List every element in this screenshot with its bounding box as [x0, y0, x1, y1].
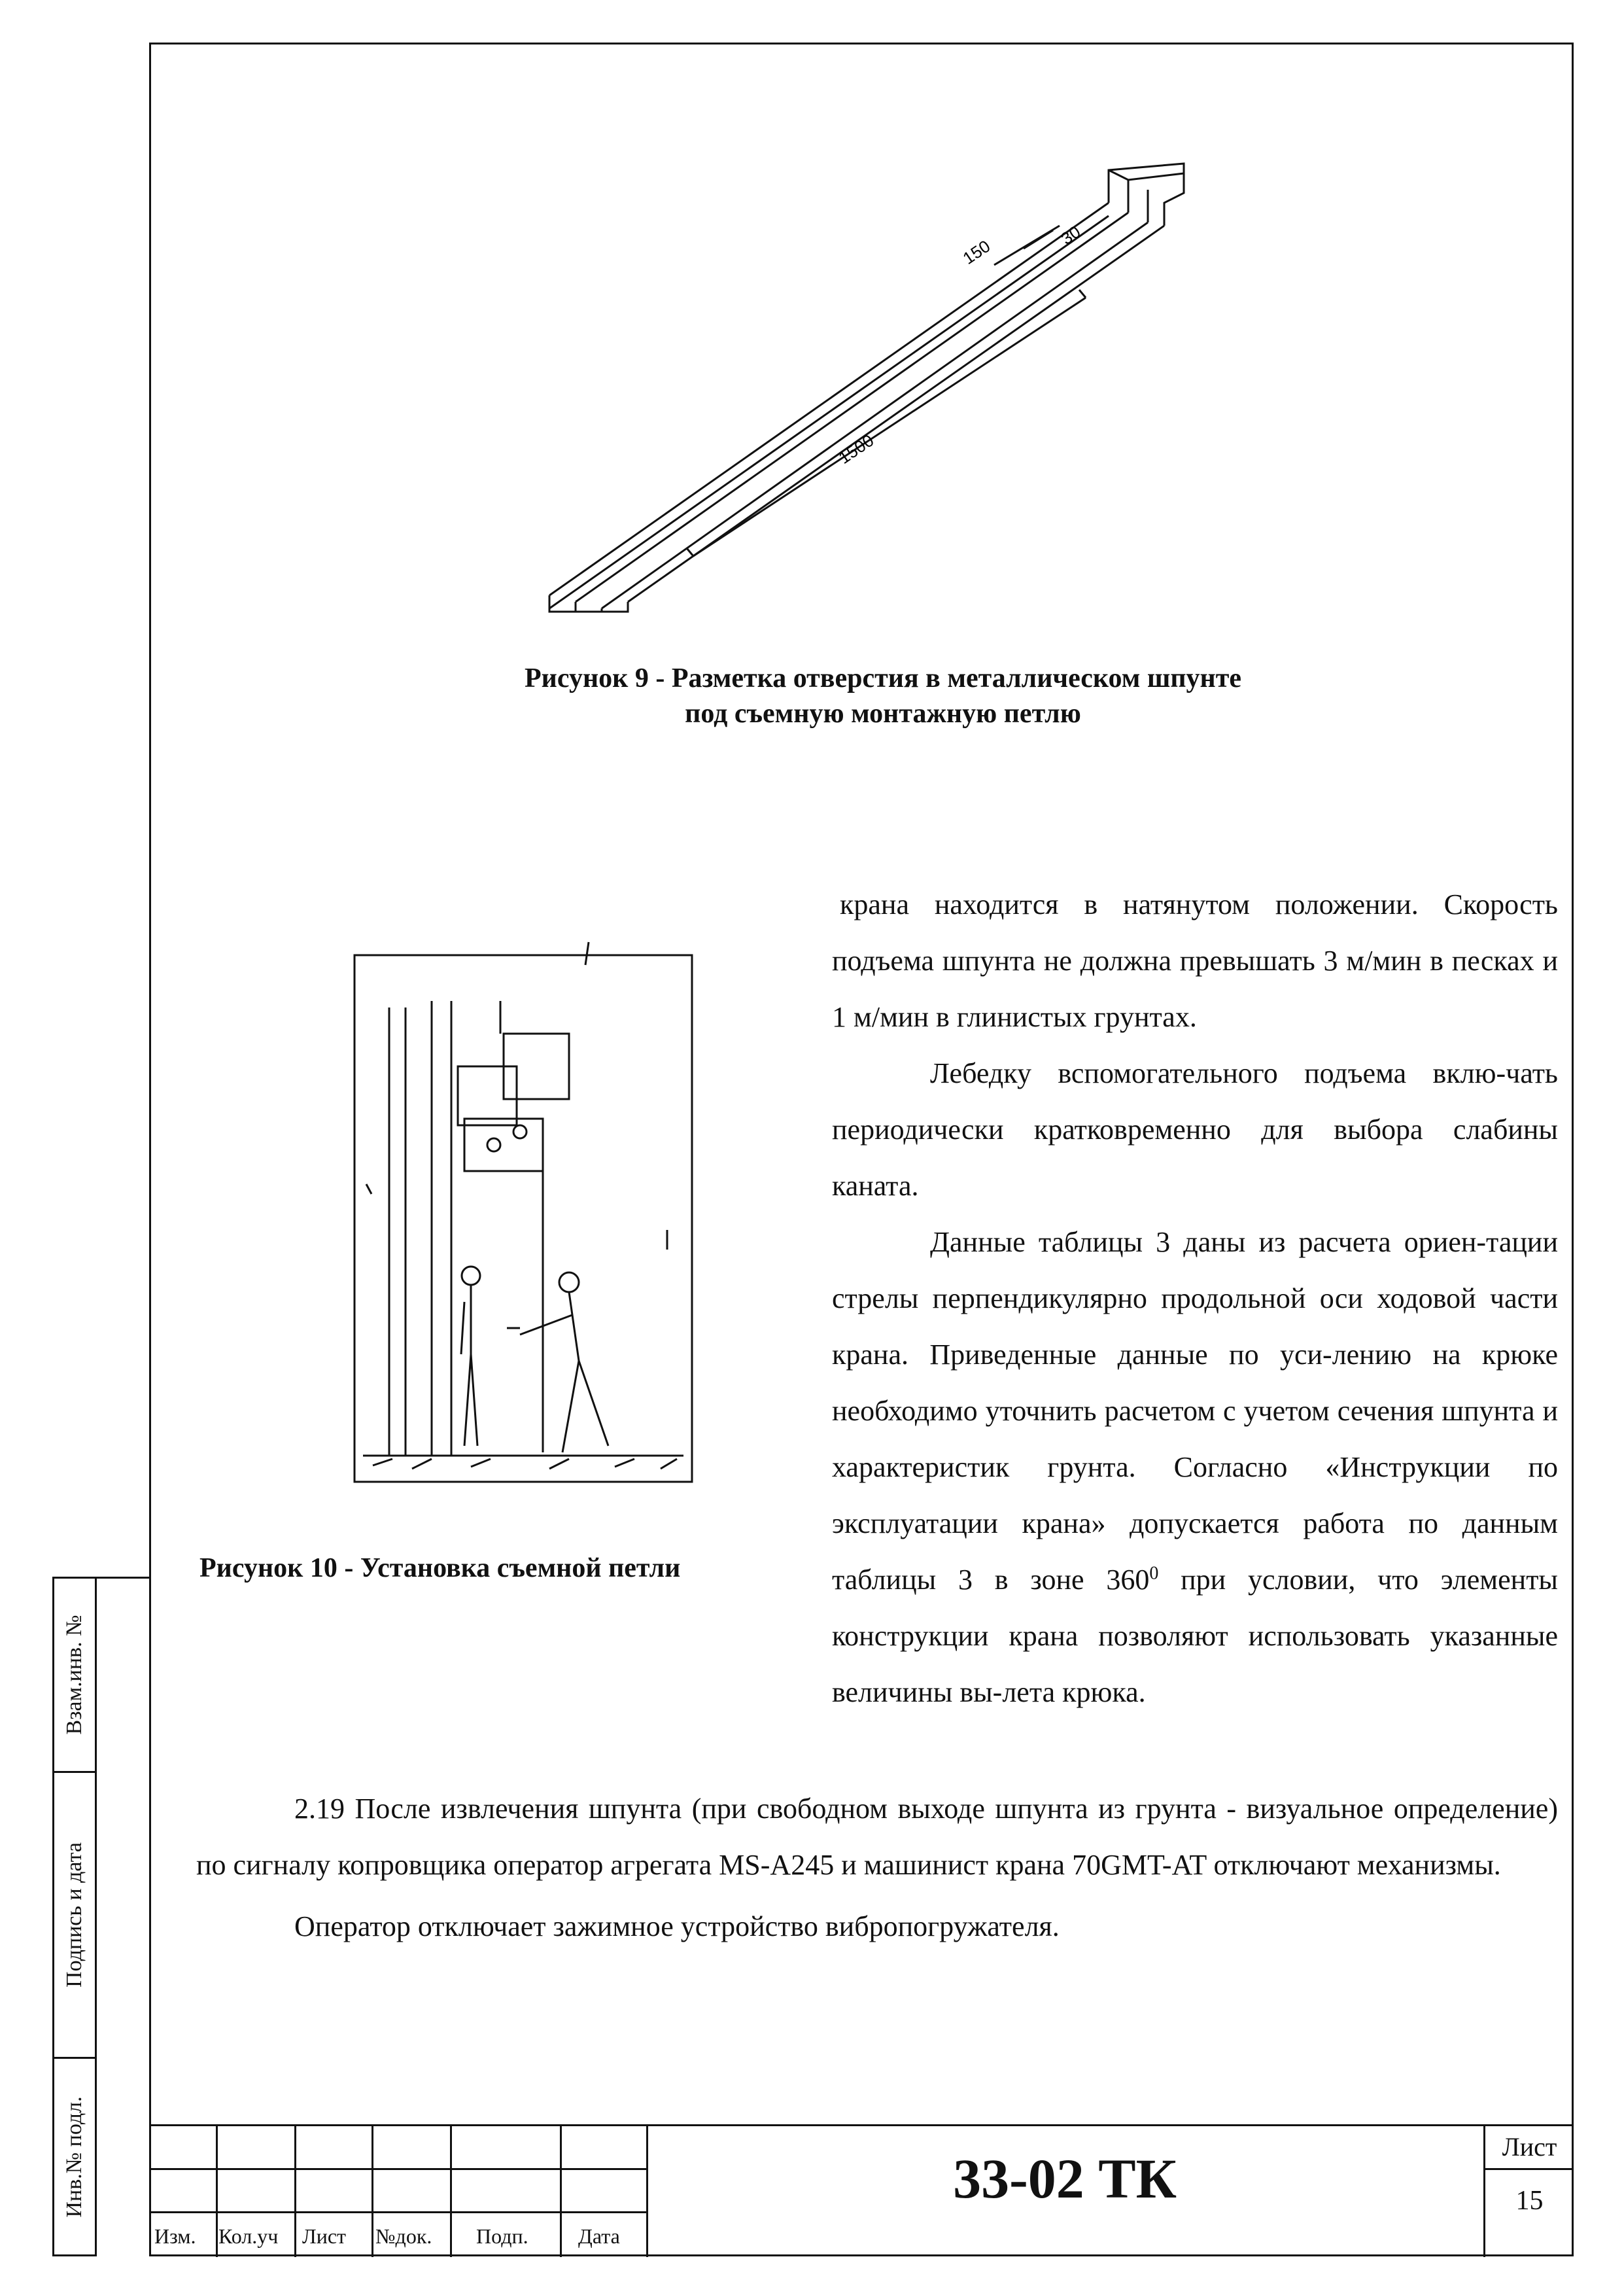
paragraph-operator: Оператор отключает зажимное устройство вибропогружателя. [294, 1910, 1060, 1942]
title-block [149, 2124, 1574, 2256]
stamp-inv [52, 2057, 97, 2256]
sheet-number: 15 [1515, 2186, 1544, 2216]
paragraph-winch: Лебедку вспомогательного подъема вклю-чать периодически кратковременно для выбора слабины каната. [832, 1057, 1558, 1202]
stamp-vzam-label: Взам.инв. № [62, 1615, 86, 1735]
label-ndok: №док. [375, 2224, 432, 2248]
paragraph-table3-b: при условии, что элементы конструкции крана позволяют использовать указанные величины вы-лета крюка. [832, 1564, 1558, 1708]
grid-h2 [149, 2211, 646, 2213]
stamp-outer-line [95, 1577, 149, 2256]
degree-sup: 0 [1149, 1563, 1159, 1584]
paragraph-crane: крана находится в натянутом положении. Скорость подъема шпунта не должна превышать 3 м/мин в песках и 1 м/мин в глинистых грунтах. [832, 888, 1558, 1033]
paragraph-table3-a: Данные таблицы 3 даны из расчета ориен-тации стрелы перпендикулярно продольной оси ходовой части крана. Приведенные данные по уси-лению на крюке необходимо уточнить расчетом с учетом сечения шпунта и характеристик грунта. Согласно «Инструкции по эксплуатации крана» допускается работа по данным таблицы 3 в зоне 360 [832, 1226, 1558, 1596]
label-list: Лист [302, 2224, 347, 2248]
stamp-podpis [52, 1771, 97, 2059]
label-data: Дата [578, 2224, 620, 2248]
grid-h-sheet [1483, 2168, 1574, 2170]
grid-v5 [560, 2126, 562, 2257]
grid-v3 [371, 2126, 373, 2257]
figure9-caption-line1: Рисунок 9 - Разметка отверстия в металлическом шпунте [525, 663, 1241, 693]
figure9-caption [327, 661, 1439, 731]
full-width-text [196, 1781, 1558, 1955]
grid-v1 [216, 2126, 218, 2257]
dim-150: 150 [959, 236, 994, 268]
right-column-text [832, 877, 1558, 1721]
paragraph-table3 [832, 1214, 1558, 1721]
dim-30: 30 [1057, 221, 1084, 249]
document-code: 33-02 ТК [953, 2147, 1177, 2210]
figure10-caption: Рисунок 10 - Установка съемной петли [199, 1553, 681, 1583]
figure9-caption-line2: под съемную монтажную петлю [685, 699, 1081, 729]
label-podp: Подп. [476, 2224, 528, 2248]
paragraph-2-19: 2.19 После извлечения шпунта (при свободном выходе шпунта из грунта - визуальное определение) по сигналу копровщика оператор агрегата MS-A245 и машинист крана 70GMT-AT отключают механизмы. [196, 1793, 1558, 1881]
stamp-podpis-label: Подпись и дата [62, 1842, 86, 1988]
grid-h1 [149, 2168, 646, 2170]
figure10-drawing [353, 936, 693, 1485]
grid-v2 [294, 2126, 296, 2257]
stamp-vzam [52, 1577, 97, 1773]
figure9-drawing [536, 150, 1203, 622]
label-izm: Изм. [154, 2224, 196, 2248]
grid-v4 [450, 2126, 452, 2257]
sheet-label: Лист [1502, 2132, 1557, 2162]
dim-1500: 1500 [835, 430, 878, 468]
stamp-inv-label: Инв.№ подл. [62, 2095, 86, 2218]
label-kolvo: Кол.уч [218, 2224, 279, 2248]
